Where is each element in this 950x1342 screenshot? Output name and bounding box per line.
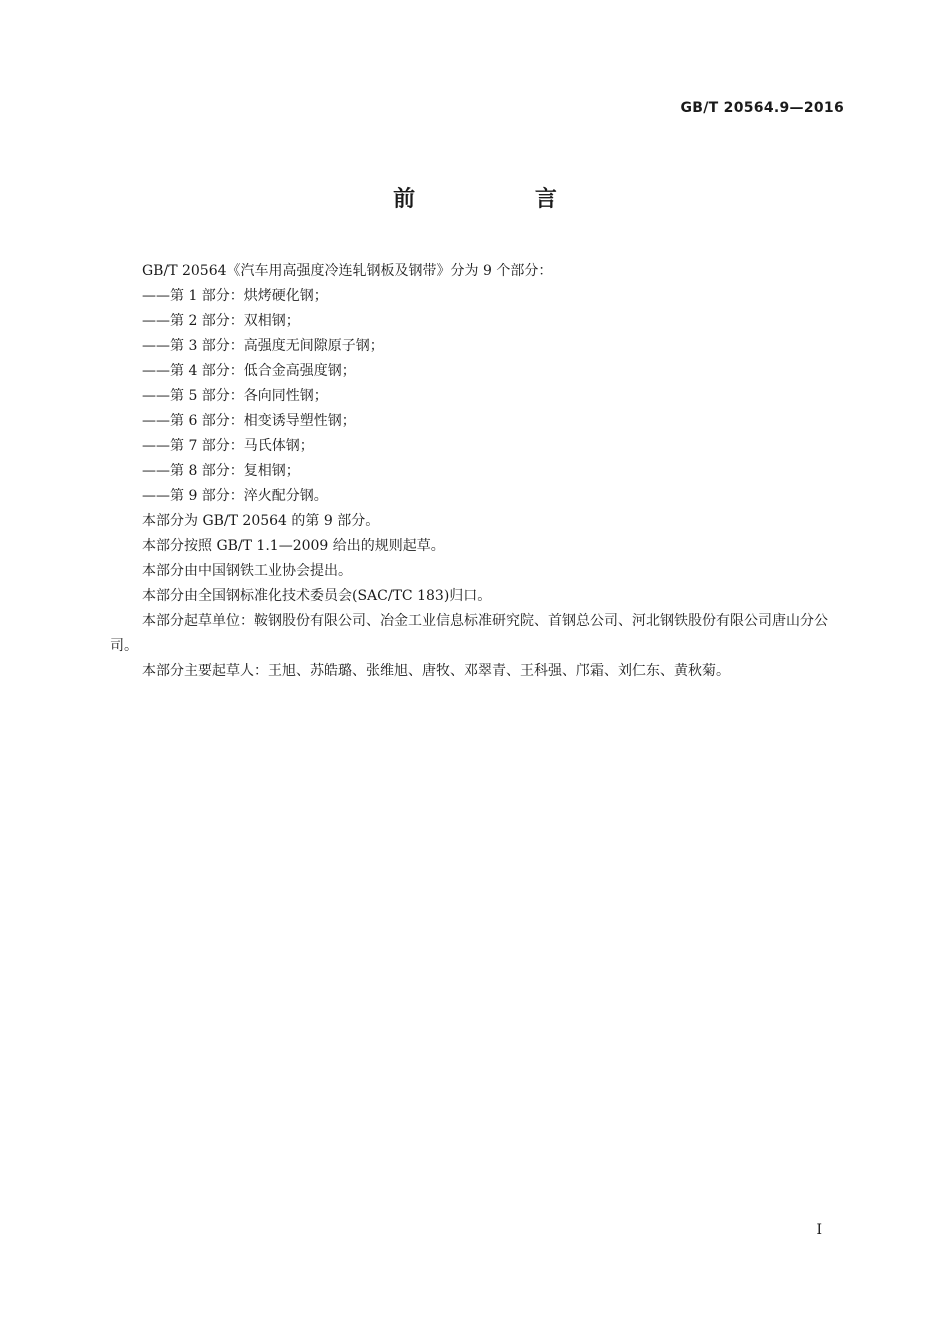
- page-number: I: [816, 1222, 822, 1238]
- part-list-item-5: ——第 5 部分：各向同性钢；: [142, 388, 328, 404]
- part-list-item-1: ——第 1 部分：烘烤硬化钢；: [142, 288, 328, 304]
- page-title: 前 言: [393, 187, 613, 212]
- part-list-item-9: ——第 9 部分：淬火配分钢。: [142, 488, 328, 504]
- part-list-item-7: ——第 7 部分：马氏体钢；: [142, 438, 314, 454]
- part-list-item-3: ——第 3 部分：高强度无间隙原子钢；: [142, 338, 384, 354]
- part-list-item-6: ——第 6 部分：相变诱导塑性钢；: [142, 413, 356, 429]
- part-list-item-2: ——第 2 部分：双相钢；: [142, 313, 300, 329]
- drafters-paragraph: 本部分主要起草人：王旭、苏皓璐、张维旭、唐牧、邓翠青、王科强、邝霜、刘仁东、黄秋菊。: [142, 663, 730, 679]
- proposed-by-paragraph: 本部分由中国钢铁工业协会提出。: [142, 563, 352, 579]
- drafting-units-paragraph: 本部分起草单位：鞍钢股份有限公司、冶金工业信息标准研究院、首钢总公司、河北钢铁股份有限公司唐山分公司。: [110, 613, 828, 654]
- standard-code: GB/T 20564.9—2016: [680, 100, 844, 116]
- part-of-paragraph: 本部分为 GB/T 20564 的第 9 部分。: [142, 513, 380, 529]
- intro-paragraph: GB/T 20564《汽车用高强度冷连轧钢板及钢带》分为 9 个部分：: [142, 263, 553, 279]
- foreword-content: [110, 259, 845, 684]
- managed-by-paragraph: 本部分由全国钢标准化技术委员会(SAC/TC 183)归口。: [142, 588, 492, 604]
- part-list-item-8: ——第 8 部分：复相钢；: [142, 463, 300, 479]
- drafting-rule-paragraph: 本部分按照 GB/T 1.1—2009 给出的规则起草。: [142, 538, 445, 554]
- part-list-item-4: ——第 4 部分：低合金高强度钢；: [142, 363, 356, 379]
- standard-code-header: [680, 100, 844, 116]
